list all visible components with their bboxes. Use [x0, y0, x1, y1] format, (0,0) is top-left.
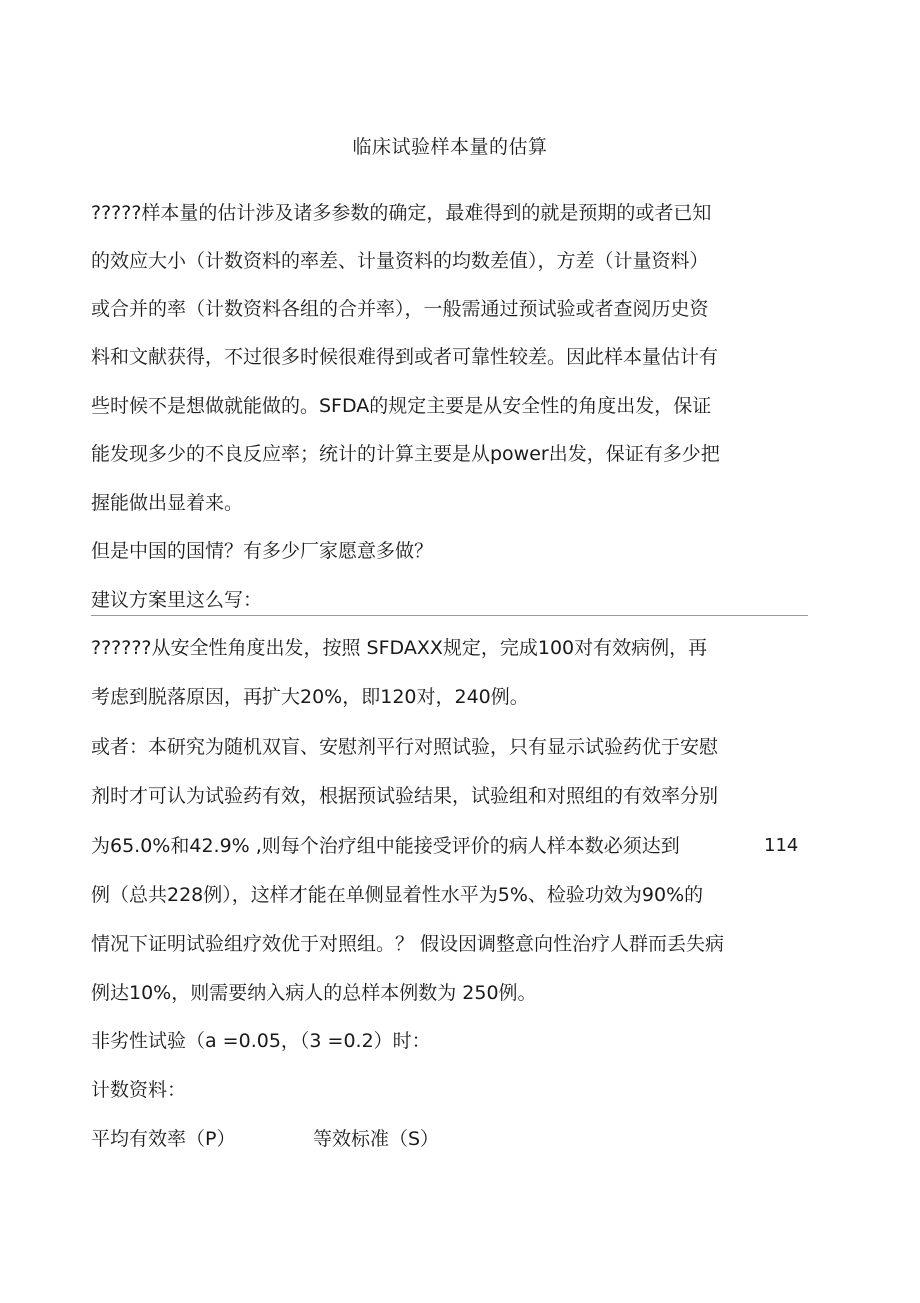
- suggestion-heading: 建议方案里这么写：: [91, 589, 263, 611]
- alt-line-5: 情况下证明试验组疗效优于对照组。？ 假设因调整意向性治疗人群而丢失病: [91, 933, 725, 955]
- noninferiority-line: 非劣性试验（a =0.05，（3 =0.2）时：: [91, 1030, 431, 1052]
- count-data-heading: 计数资料：: [91, 1079, 187, 1101]
- intro-line-2: 的效应大小（计数资料的率差、计量资料的均数差值），方差（计量资料）: [91, 250, 709, 272]
- page-title: 临床试验样本量的估算: [352, 136, 548, 158]
- table-header-equivalence-standard: 等效标准（S）: [313, 1128, 440, 1150]
- intro-line-5: 些时候不是想做就能做的。SFDA的规定主要是从安全性的角度出发，保证: [91, 395, 712, 417]
- alt-line-1: 或者：本研究为随机双盲、安慰剂平行对照试验，只有显示试验药优于安慰: [91, 736, 719, 758]
- alt-line-2: 剂时才可认为试验药有效，根据预试验结果，试验组和对照组的有效率分别: [91, 785, 719, 807]
- horizontal-divider: [91, 615, 808, 616]
- intro-line-1: ?????样本量的估计涉及诸多参数的确定，最难得到的就是预期的或者已知: [91, 202, 712, 224]
- alt-line-6: 例达10%，则需要纳入病人的总样本例数为 250例。: [91, 982, 537, 1004]
- sample-size-number: 114: [764, 835, 799, 856]
- intro-line-3: 或合并的率（计数资料各组的合并率），一般需通过预试验或者查阅历史资: [91, 298, 709, 320]
- alt-line-3: 为65.0%和42.9% ,则每个治疗组中能接受评价的病人样本数必须达到: [91, 835, 680, 857]
- alt-line-4: 例（总共228例），这样才能在单侧显着性水平为5%、检验功效为90%的: [91, 884, 704, 906]
- plan-line-1: ??????从安全性角度出发，按照 SFDAXX规定，完成100对有效病例，再: [91, 637, 708, 659]
- table-header-average-rate: 平均有效率（P）: [91, 1128, 236, 1150]
- question-line: 但是中国的国情？有多少厂家愿意多做？: [91, 540, 434, 562]
- intro-line-7: 握能做出显着来。: [91, 492, 244, 514]
- intro-line-4: 料和文献获得，不过很多时候很难得到或者可靠性较差。因此样本量估计有: [91, 346, 719, 368]
- plan-line-2: 考虑到脱落原因，再扩大20%，即120对，240例。: [91, 686, 529, 708]
- intro-line-6: 能发现多少的不良反应率；统计的计算主要是从power出发，保证有多少把: [91, 443, 720, 465]
